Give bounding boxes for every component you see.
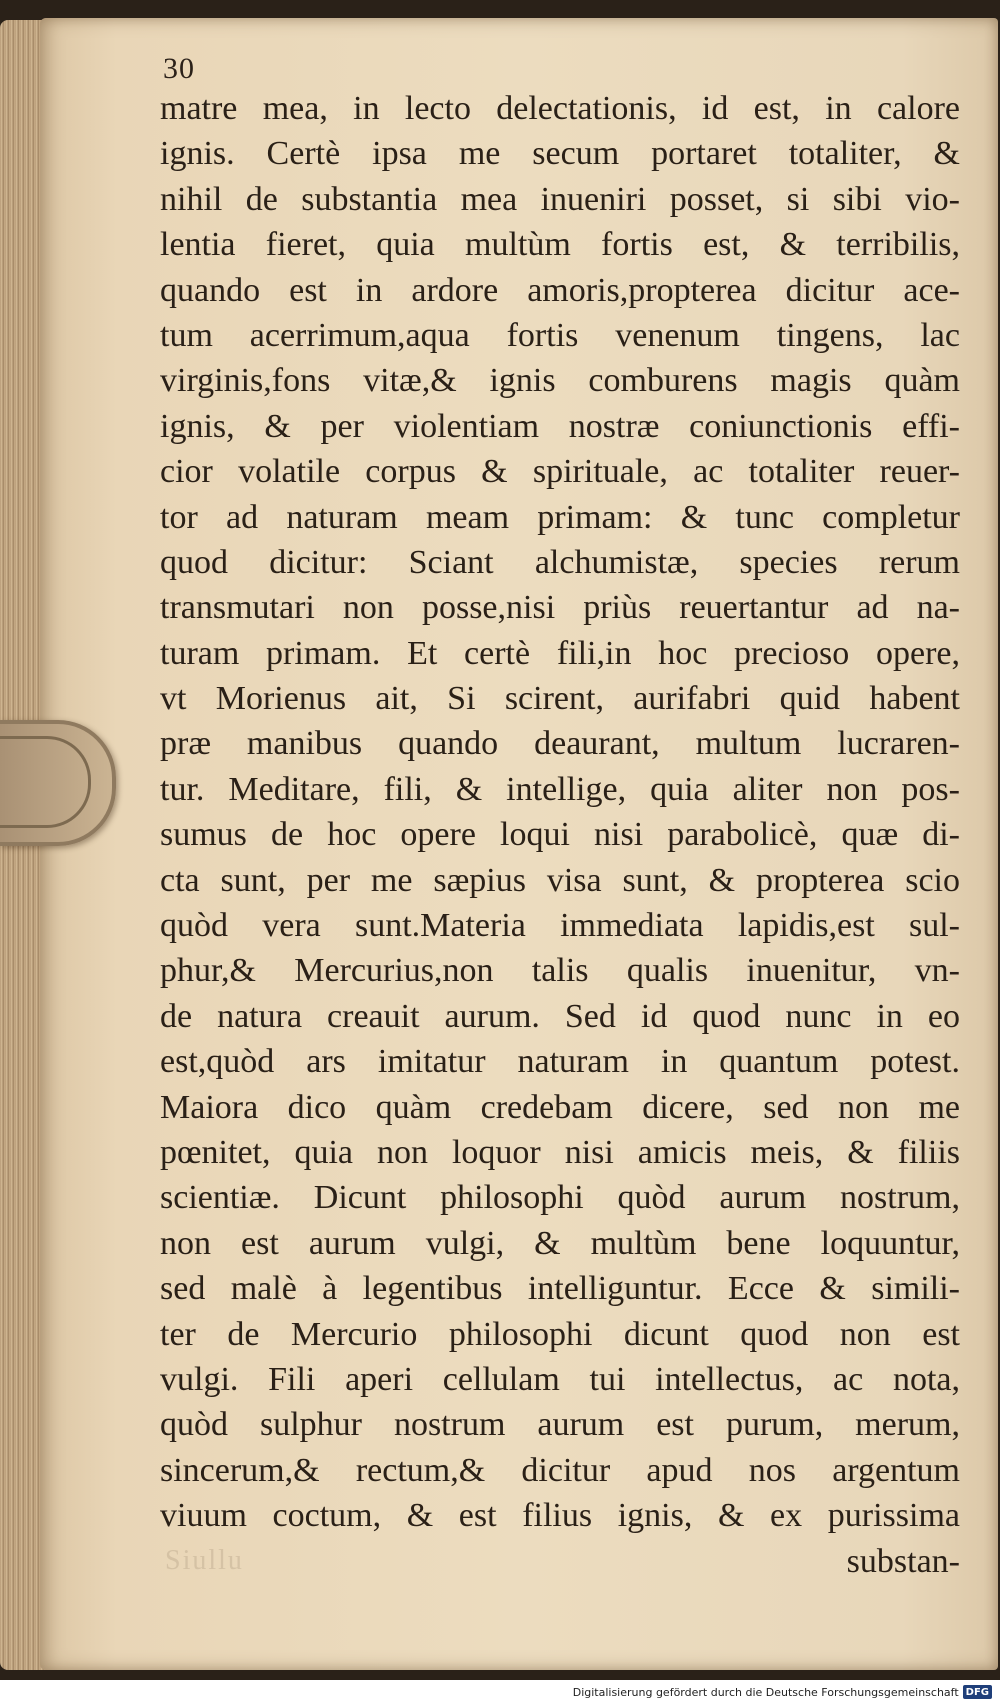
text-line: phur,& Mercurius,non talis qualis inuenitur, vn- xyxy=(160,952,960,990)
page-number: 30 xyxy=(163,52,195,85)
text-line: vt Morienus ait, Si scirent, aurifabri quid habent xyxy=(160,680,960,718)
text-line: sincerum,& rectum,& dicitur apud nos argentum xyxy=(160,1451,960,1489)
text-line: quòd vera sunt.Materia immediata lapidis,est sul- xyxy=(160,907,960,945)
text-line: de natura creauit aurum. Sed id quod nunc in eo xyxy=(160,997,960,1035)
text-line: tur. Meditare, fili, & intellige, quia aliter non pos- xyxy=(160,770,960,808)
digitization-credit-bar xyxy=(0,1680,1000,1704)
text-line: vulgi. Fili aperi cellulam tui intellectus, ac nota, xyxy=(160,1360,960,1398)
text-line: præ manibus quando deaurant, multum lucraren- xyxy=(160,725,960,763)
text-line: substan- xyxy=(846,1542,960,1580)
page-text-block xyxy=(160,86,960,1584)
text-line: cta sunt, per me sæpius visa sunt, & propterea scio xyxy=(160,861,960,899)
text-line: non est aurum vulgi, & multùm bene loquuntur, xyxy=(160,1224,960,1262)
text-line: viuum coctum, & est filius ignis, & ex purissima xyxy=(160,1497,960,1535)
text-line: ignis. Certè ipsa me secum portaret totaliter, & xyxy=(160,135,960,173)
text-line: tor ad naturam meam primam: & tunc completur xyxy=(160,498,960,536)
text-line: quando est in ardore amoris,propterea dicitur ace- xyxy=(160,271,960,309)
text-line: quòd sulphur nostrum aurum est purum, merum, xyxy=(160,1406,960,1444)
text-line: matre mea, in lecto delectationis, id est, in calore xyxy=(160,90,960,127)
text-line: scientiæ. Dicunt philosophi quòd aurum nostrum, xyxy=(160,1179,960,1217)
text-line: lentia fieret, quia multùm fortis est, & terribilis, xyxy=(160,226,960,264)
text-line: ter de Mercurio philosophi dicunt quod non est xyxy=(160,1315,960,1353)
book-clasp xyxy=(0,720,116,846)
text-line: cior volatile corpus & spirituale, ac totaliter reuer- xyxy=(160,453,960,491)
text-line: virginis,fons vitæ,& ignis comburens magis quàm xyxy=(160,362,960,400)
book-clasp-inner xyxy=(0,736,91,828)
text-line: sumus de hoc opere loqui nisi parabolicè, quæ di- xyxy=(160,816,960,854)
bleed-through-text: Siullu xyxy=(165,1545,244,1576)
text-line: Maiora dico quàm credebam dicere, sed non me xyxy=(160,1088,960,1126)
text-line: est,quòd ars imitatur naturam in quantum potest. xyxy=(160,1043,960,1081)
digitization-credit-text: Digitalisierung gefördert durch die Deutsche Forschungsgemeinschaft xyxy=(572,1685,959,1699)
text-line: transmutari non posse,nisi priùs reuertantur ad na- xyxy=(160,589,960,627)
text-line: pœnitet, quia non loquor nisi amicis meis, & filiis xyxy=(160,1133,960,1171)
text-line: tum acerrimum,aqua fortis venenum tingens, lac xyxy=(160,316,960,354)
text-line: sed malè à legentibus intelliguntur. Ecce & simili- xyxy=(160,1270,960,1308)
text-line: ignis, & per violentiam nostræ coniunctionis effi- xyxy=(160,407,960,445)
dfg-logo: DFG xyxy=(963,1685,992,1699)
text-line: turam primam. Et certè fili,in hoc precioso opere, xyxy=(160,634,960,672)
text-line: quod dicitur: Sciant alchumistæ, species rerum xyxy=(160,543,960,581)
text-line: nihil de substantia mea inueniri posset, si sibi vio- xyxy=(160,180,960,218)
